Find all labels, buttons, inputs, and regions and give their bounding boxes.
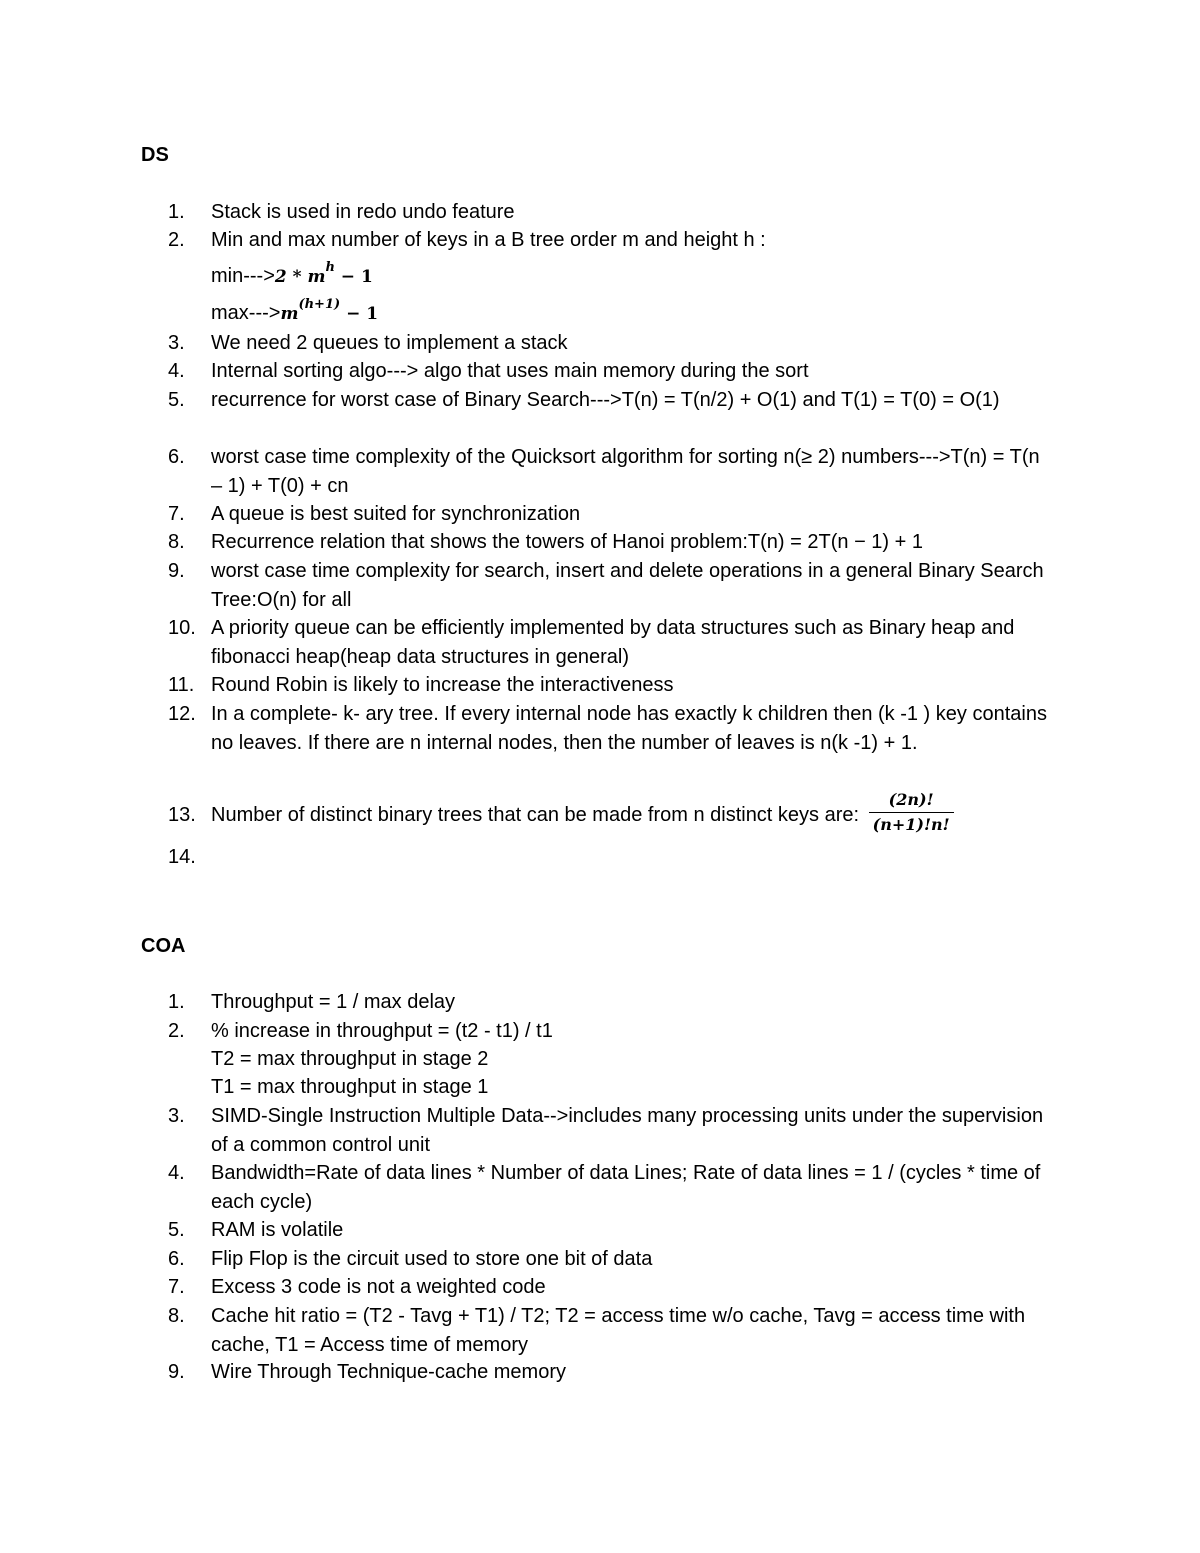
list-text: worst case time complexity of the Quicksort algorithm for sorting n(≥ 2) numbers--->T(n) = T(n – 1) + T(0) + cn — [211, 446, 1040, 497]
list-item — [168, 357, 1068, 386]
list-item — [168, 1017, 1068, 1046]
list-number: 9. — [168, 560, 185, 582]
list-number: 7. — [168, 503, 185, 525]
list-text: Wire Through Technique-cache memory — [211, 1361, 566, 1383]
list-number: 8. — [168, 531, 185, 553]
list-item — [168, 386, 1068, 415]
fraction-denominator: (n+1)!n! — [872, 815, 950, 834]
list-number: 2. — [168, 229, 185, 251]
section-heading-ds: DS — [141, 144, 169, 166]
list-item — [168, 1302, 1068, 1359]
list-item — [168, 329, 1068, 358]
section-heading-coa: COA — [141, 935, 186, 957]
formula-tail: − 1 — [340, 304, 379, 324]
list-number: 3. — [168, 332, 185, 354]
list-item — [168, 1216, 1068, 1245]
list-text: Round Robin is likely to increase the interactiveness — [211, 674, 674, 696]
list-text: % increase in throughput = (t2 - t1) / t1 — [211, 1020, 553, 1042]
list-text: recurrence for worst case of Binary Search--->T(n) = T(n/2) + O(1) and T(1) = T(0) = O(1) — [211, 389, 1000, 411]
list-text: A priority queue can be efficiently implemented by data structures such as Binary heap and fibonacci heap(heap data structures in general) — [211, 617, 1015, 668]
list-item — [168, 500, 1068, 529]
list-text: Throughput = 1 / max delay — [211, 991, 456, 1013]
list-item — [168, 1159, 1068, 1216]
list-number: 10. — [168, 617, 196, 639]
list-text: Min and max number of keys in a B tree order m and height h : — [211, 229, 766, 251]
formula-base: m — [280, 304, 299, 324]
list-item — [168, 614, 1068, 671]
list-number: 3. — [168, 1105, 185, 1127]
formula-label: max---> — [211, 302, 281, 324]
list-text: Number of distinct binary trees that can be made from n distinct keys are: — [211, 803, 860, 826]
list-item — [168, 1245, 1068, 1274]
list-number: 4. — [168, 360, 185, 382]
list-number: 12. — [168, 703, 196, 725]
list-number: 5. — [168, 389, 185, 411]
list-text: RAM is volatile — [211, 1219, 344, 1241]
list-text: We need 2 queues to implement a stack — [211, 332, 568, 354]
list-item — [168, 671, 1068, 700]
btree-min-formula — [211, 262, 373, 293]
list-text: Internal sorting algo---> algo that uses main memory during the sort — [211, 360, 809, 382]
list-number: 6. — [168, 1248, 185, 1270]
list-number: 4. — [168, 1162, 185, 1184]
list-item — [168, 1273, 1068, 1302]
list-number: 8. — [168, 1305, 185, 1327]
list-item — [168, 700, 1068, 757]
list-text: worst case time complexity for search, insert and delete operations in a general Binary Search Tree:O(n) for all — [211, 560, 1044, 611]
btree-max-formula — [211, 299, 378, 330]
formula-label: min---> — [211, 265, 275, 287]
list-text: Stack is used in redo undo feature — [211, 201, 515, 223]
list-text: SIMD-Single Instruction Multiple Data-->includes many processing units under the supervision of a common control unit — [211, 1105, 1044, 1156]
list-number: 1. — [168, 201, 185, 223]
fraction-numerator: (2n)! — [869, 790, 954, 813]
list-item — [168, 528, 1068, 557]
list-item — [168, 988, 1068, 1017]
list-text: Bandwidth=Rate of data lines * Number of data Lines; Rate of data lines = 1 / (cycles * time of each cycle) — [211, 1162, 1041, 1213]
list-text: Cache hit ratio = (T2 - Tavg + T1) / T2; T2 = access time w/o cache, Tavg = access time with cache, T1 = Access time of memory — [211, 1305, 1026, 1356]
list-item — [168, 1102, 1068, 1159]
list-number: 6. — [168, 446, 185, 468]
list-number: 9. — [168, 1361, 185, 1383]
list-text: A queue is best suited for synchronization — [211, 503, 581, 525]
list-text: Excess 3 code is not a weighted code — [211, 1276, 546, 1298]
list-item — [168, 198, 1068, 227]
list-item — [168, 1358, 1068, 1387]
list-line — [211, 790, 1056, 838]
list-number: 13. — [168, 804, 196, 826]
list-item — [168, 443, 1068, 500]
list-number: 2. — [168, 1020, 185, 1042]
list-text: Flip Flop is the circuit used to store one bit of data — [211, 1248, 653, 1270]
throughput-note: T2 = max throughput in stage 2 — [211, 1048, 489, 1070]
list-item — [168, 226, 1068, 255]
formula-exponent: (h+1) — [298, 297, 341, 312]
list-number: 5. — [168, 1219, 185, 1241]
list-text: Recurrence relation that shows the towers of Hanoi problem:T(n) = 2T(n − 1) + 1 — [211, 531, 924, 553]
list-number: 1. — [168, 991, 185, 1013]
fraction-formula — [869, 790, 954, 835]
list-item — [168, 557, 1068, 614]
list-number: 14. — [168, 846, 196, 868]
list-text: In a complete- k- ary tree. If every internal node has exactly k children then (k -1 ) key contains no leaves. If there are n internal nodes, then the number of leaves is n(k -1) + 1. — [211, 703, 1047, 754]
formula-exponent: h — [325, 260, 335, 275]
list-number: 11. — [168, 674, 195, 696]
throughput-note: T1 = max throughput in stage 1 — [211, 1076, 489, 1098]
formula-tail: − 1 — [334, 267, 373, 287]
list-item — [168, 790, 1068, 838]
formula-base: 2 * m — [274, 267, 326, 287]
list-number: 7. — [168, 1276, 185, 1298]
